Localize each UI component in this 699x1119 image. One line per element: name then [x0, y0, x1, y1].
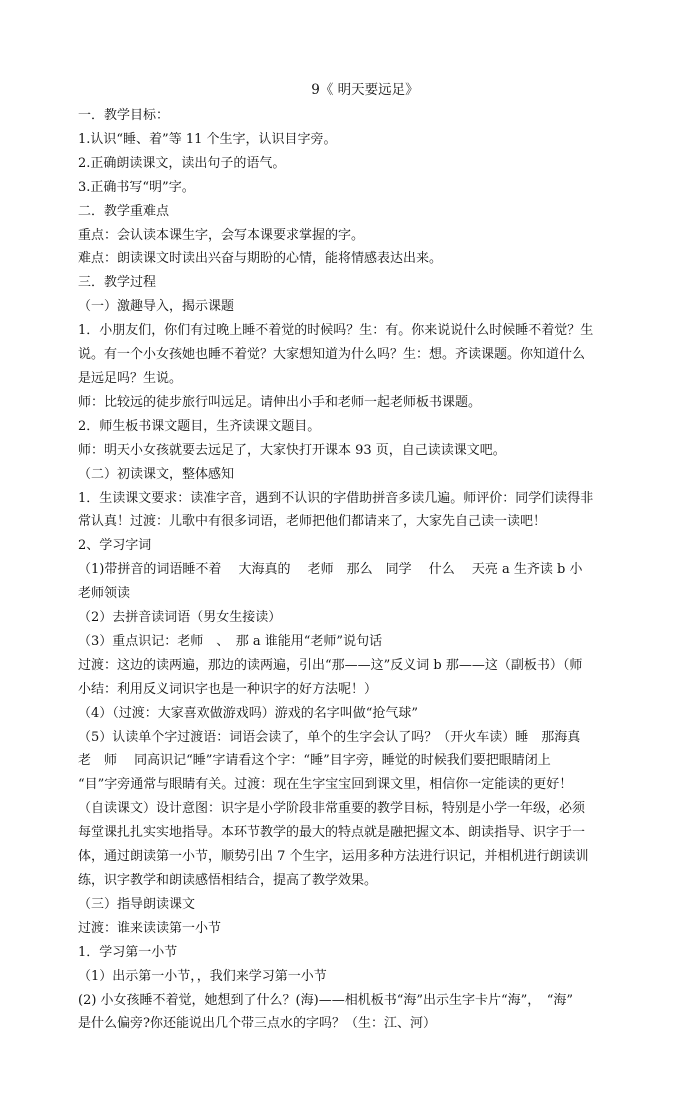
- text-line: 2．师生板书课文题目，生齐读课文题目。: [78, 418, 321, 434]
- text-line: 过渡：谁来读读第一小节: [78, 920, 222, 936]
- text-line: (2) 小女孩睡不着觉，她想到了什么？(海)——相机板书“海”出示生字卡片“海”， “海”: [78, 992, 574, 1008]
- document-body: [78, 104, 640, 1036]
- text-line: “目”字旁通常与眼睛有关。过渡：现在生字宝宝回到课文里，相信你一定能读的更好！: [78, 777, 573, 793]
- subsection-heading: （二）初读课文，整体感知: [78, 466, 235, 482]
- text-line: （1）出示第一小节，，我们来学习第一小节: [78, 968, 327, 984]
- text-line: 1．学习第一小节: [78, 944, 178, 960]
- text-line: 小结：利用反义词识字也是一种识字的好方法呢！）: [78, 681, 378, 697]
- section-heading-objectives: 一．教学目标：: [78, 108, 170, 123]
- text-line: （5）认读单个字过渡语：词语会读了，单个的生字会认了吗？（开火车读）睡 那海真: [78, 729, 581, 745]
- objective-line: 2.正确朗读课文，读出句子的语气。: [78, 155, 286, 171]
- text-line: 1．小朋友们，你们有过晚上睡不着觉的时候吗？生：有。你来说说什么时候睡不着觉？生: [78, 323, 594, 339]
- text-line: 2、学习字词: [78, 538, 152, 554]
- subsection-heading: （一）激趣导入，揭示课题: [78, 299, 235, 315]
- text-line: （4）（过渡：大家喜欢做游戏吗）游戏的名字叫做“抢气球”: [78, 705, 419, 721]
- text-line: 每堂课扎扎实实地指导。本环节教学的最大的特点就是融把握文本、朗读指导、识字于一: [78, 825, 586, 841]
- objective-line: 1.认识“睡、着”等 11 个生字，认识目字旁。: [78, 131, 337, 147]
- text-line: 体，通过朗读第一小节，顺势引出 7 个生字，运用多种方法进行识记，并相机进行朗读训: [78, 849, 589, 865]
- text-line: 1．生读课文要求：读准字音，遇到不认识的字借助拼音多读几遍。师评价：同学们读得非: [78, 490, 594, 506]
- text-line: 说。有一个小女孩她也睡不着觉？大家想知道为什么吗？生：想。齐读课题。你知道什么: [78, 347, 586, 363]
- text-line: 练，识字教学和朗读感悟相结合，提高了教学效果。: [78, 873, 378, 888]
- objective-line: 3.正确书写“明”字。: [78, 179, 195, 195]
- text-line: （2）去拼音读词语（男女生接读）: [78, 610, 282, 626]
- text-line: 老 师 同高识记“睡”字请看这个字：“睡”目字旁，睡觉的时候我们要把眼睛闭上: [78, 753, 551, 769]
- difficulty-line: 难点：朗读课文时读出兴奋与期盼的心情，能将情感表达出来。: [78, 251, 443, 267]
- text-line: （1)带拼音的词语睡不着 大海真的 老师 那么 同学 什么 天亮 a 生齐读 b 小: [78, 562, 583, 578]
- text-line: 老师领读: [78, 586, 131, 602]
- text-line: 是远足吗？生说。: [78, 370, 183, 386]
- text-line: 师：比较远的徒步旅行叫远足。请伸出小手和老师一起老师板书课题。: [78, 394, 482, 410]
- text-line: （3）重点识记：老师 、 那 a 谁能用“老师”说句话: [78, 633, 383, 649]
- key-point-line: 重点：会认读本课生字，会写本课要求掌握的字。: [78, 227, 365, 243]
- text-line: 过渡：这边的读两遍，那边的读两遍，引出“那——这”反义词 b 那——这（副板书）（师: [78, 657, 583, 673]
- section-heading-key-points: 二．教学重难点: [78, 203, 170, 219]
- text-line: 常认真！过渡：儿歌中有很多词语，老师把他们都请来了，大家先自己读一读吧！: [78, 514, 547, 530]
- text-line: （自读课文）设计意图：识字是小学阶段非常重要的教学目标，特别是小学一年级，必须: [78, 801, 586, 817]
- document-title: 9《 明天要远足》: [311, 82, 419, 98]
- subsection-heading: （三）指导朗读课文: [78, 896, 196, 912]
- section-heading-process: 三．教学过程: [78, 275, 157, 291]
- text-line: 是什么偏旁?你还能说出几个带三点水的字吗？（生：江、河）: [78, 1016, 436, 1032]
- text-line: 师：明天小女孩就要去远足了，大家快打开课本 93 页，自己读读课文吧。: [78, 442, 506, 458]
